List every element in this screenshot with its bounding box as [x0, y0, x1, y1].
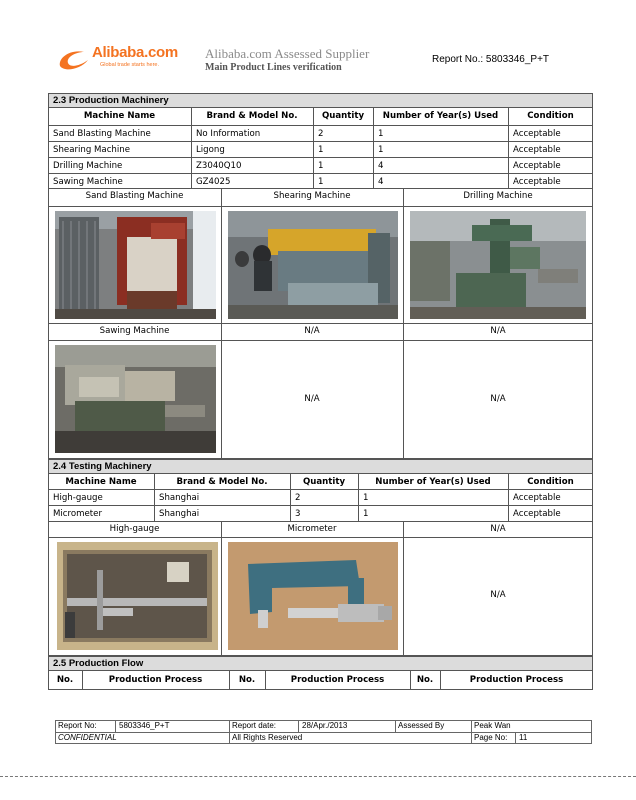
cell-machine-name: Micrometer: [53, 509, 102, 519]
cell-brand-model: Shanghai: [159, 493, 200, 503]
cell-condition: Acceptable: [513, 177, 561, 187]
photo-label-na: N/A: [490, 326, 506, 336]
photo-label-sawing: Sawing Machine: [99, 326, 170, 336]
column-header: Number of Year(s) Used: [375, 477, 491, 487]
sawing-machine-photo: [55, 345, 216, 453]
column-header: No.: [238, 675, 256, 685]
cell-brand-model: Ligong: [196, 145, 225, 155]
shearing-machine-photo: [228, 211, 398, 319]
column-header: Quantity: [321, 111, 365, 121]
footer-assessed-by-label: Assessed By: [398, 721, 445, 730]
footer-report-date-label: Report date:: [232, 721, 277, 730]
footer-report-no-label: Report No:: [58, 721, 97, 730]
section-title-production-machinery: 2.3 Production Machinery: [48, 93, 593, 108]
column-header: No.: [416, 675, 434, 685]
cell-machine-name: Sawing Machine: [53, 177, 123, 187]
photo-label-high-gauge: High-gauge: [109, 524, 160, 534]
cell-machine-name: Sand Blasting Machine: [53, 129, 151, 139]
cell-brand-model: Z3040Q10: [196, 161, 242, 171]
cell-condition: Acceptable: [513, 129, 561, 139]
cell-years-used: 1: [363, 493, 369, 503]
drilling-machine-photo: [410, 211, 586, 319]
footer-page-no-label: Page No:: [474, 733, 508, 742]
cell-years-used: 1: [378, 129, 384, 139]
alibaba-logo: [56, 44, 206, 74]
footer-confidential: CONFIDENTIAL: [58, 733, 117, 742]
photo-label-drilling: Drilling Machine: [463, 191, 533, 201]
cell-quantity: 2: [295, 493, 301, 503]
cell-brand-model: Shanghai: [159, 509, 200, 519]
cell-machine-name: Shearing Machine: [53, 145, 130, 155]
cell-quantity: 1: [318, 145, 324, 155]
cell-condition: Acceptable: [513, 509, 561, 519]
na-placeholder: N/A: [304, 394, 320, 404]
cell-brand-model: No Information: [196, 129, 261, 139]
header-subtitle: Main Product Lines verification: [205, 62, 342, 73]
cell-quantity: 1: [318, 161, 324, 171]
footer-report-no: 5803346_P+T: [119, 721, 170, 730]
column-header: Machine Name: [83, 111, 156, 121]
cell-years-used: 1: [378, 145, 384, 155]
photo-label-micrometer: Micrometer: [287, 524, 337, 534]
na-placeholder: N/A: [490, 394, 506, 404]
cell-machine-name: High-gauge: [53, 493, 103, 503]
footer-report-date: 28/Apr./2013: [302, 721, 348, 730]
header-report-number: Report No.: 5803346_P+T: [432, 54, 550, 65]
section-title-testing-machinery: 2.4 Testing Machinery: [48, 459, 593, 474]
logo-tagline: Global trade starts here.: [100, 62, 160, 68]
column-header: No.: [56, 675, 74, 685]
cell-quantity: 2: [318, 129, 324, 139]
na-placeholder: N/A: [490, 590, 506, 600]
column-header: Condition: [527, 477, 574, 487]
column-header: Machine Name: [65, 477, 137, 487]
column-header: Condition: [527, 111, 574, 121]
cell-condition: Acceptable: [513, 161, 561, 171]
cell-quantity: 3: [295, 509, 301, 519]
cell-years-used: 1: [363, 509, 369, 519]
photo-label-shearing: Shearing Machine: [273, 191, 351, 201]
column-header: Brand & Model No.: [206, 111, 298, 121]
column-header: Production Process: [108, 675, 203, 685]
cell-machine-name: Drilling Machine: [53, 161, 123, 171]
cell-years-used: 4: [378, 161, 384, 171]
footer-page-no: 11: [519, 733, 528, 742]
sand-blasting-machine-photo: [55, 211, 216, 319]
column-header: Production Process: [290, 675, 385, 685]
cell-years-used: 4: [378, 177, 384, 187]
header-title: Alibaba.com Assessed Supplier: [205, 46, 370, 61]
high-gauge-photo: [57, 542, 218, 650]
page-break-divider: [0, 776, 636, 777]
photo-label-na: N/A: [490, 524, 506, 534]
footer-assessed-by: Peak Wan: [474, 721, 511, 730]
alibaba-logo-icon: [56, 46, 90, 72]
column-header: Brand & Model No.: [176, 477, 268, 487]
section-title-production-flow: 2.5 Production Flow: [48, 656, 593, 671]
photo-label-sand-blasting: Sand Blasting Machine: [85, 191, 184, 201]
footer-rights: All Rights Reserved: [232, 733, 303, 742]
cell-condition: Acceptable: [513, 493, 561, 503]
cell-quantity: 1: [318, 177, 324, 187]
micrometer-photo: [228, 542, 398, 650]
photo-label-na: N/A: [304, 326, 320, 336]
cell-brand-model: GZ4025: [196, 177, 231, 187]
cell-condition: Acceptable: [513, 145, 561, 155]
column-header: Quantity: [302, 477, 346, 487]
column-header: Production Process: [469, 675, 564, 685]
logo-word: Alibaba.com: [92, 44, 178, 61]
column-header: Number of Year(s) Used: [382, 111, 499, 121]
